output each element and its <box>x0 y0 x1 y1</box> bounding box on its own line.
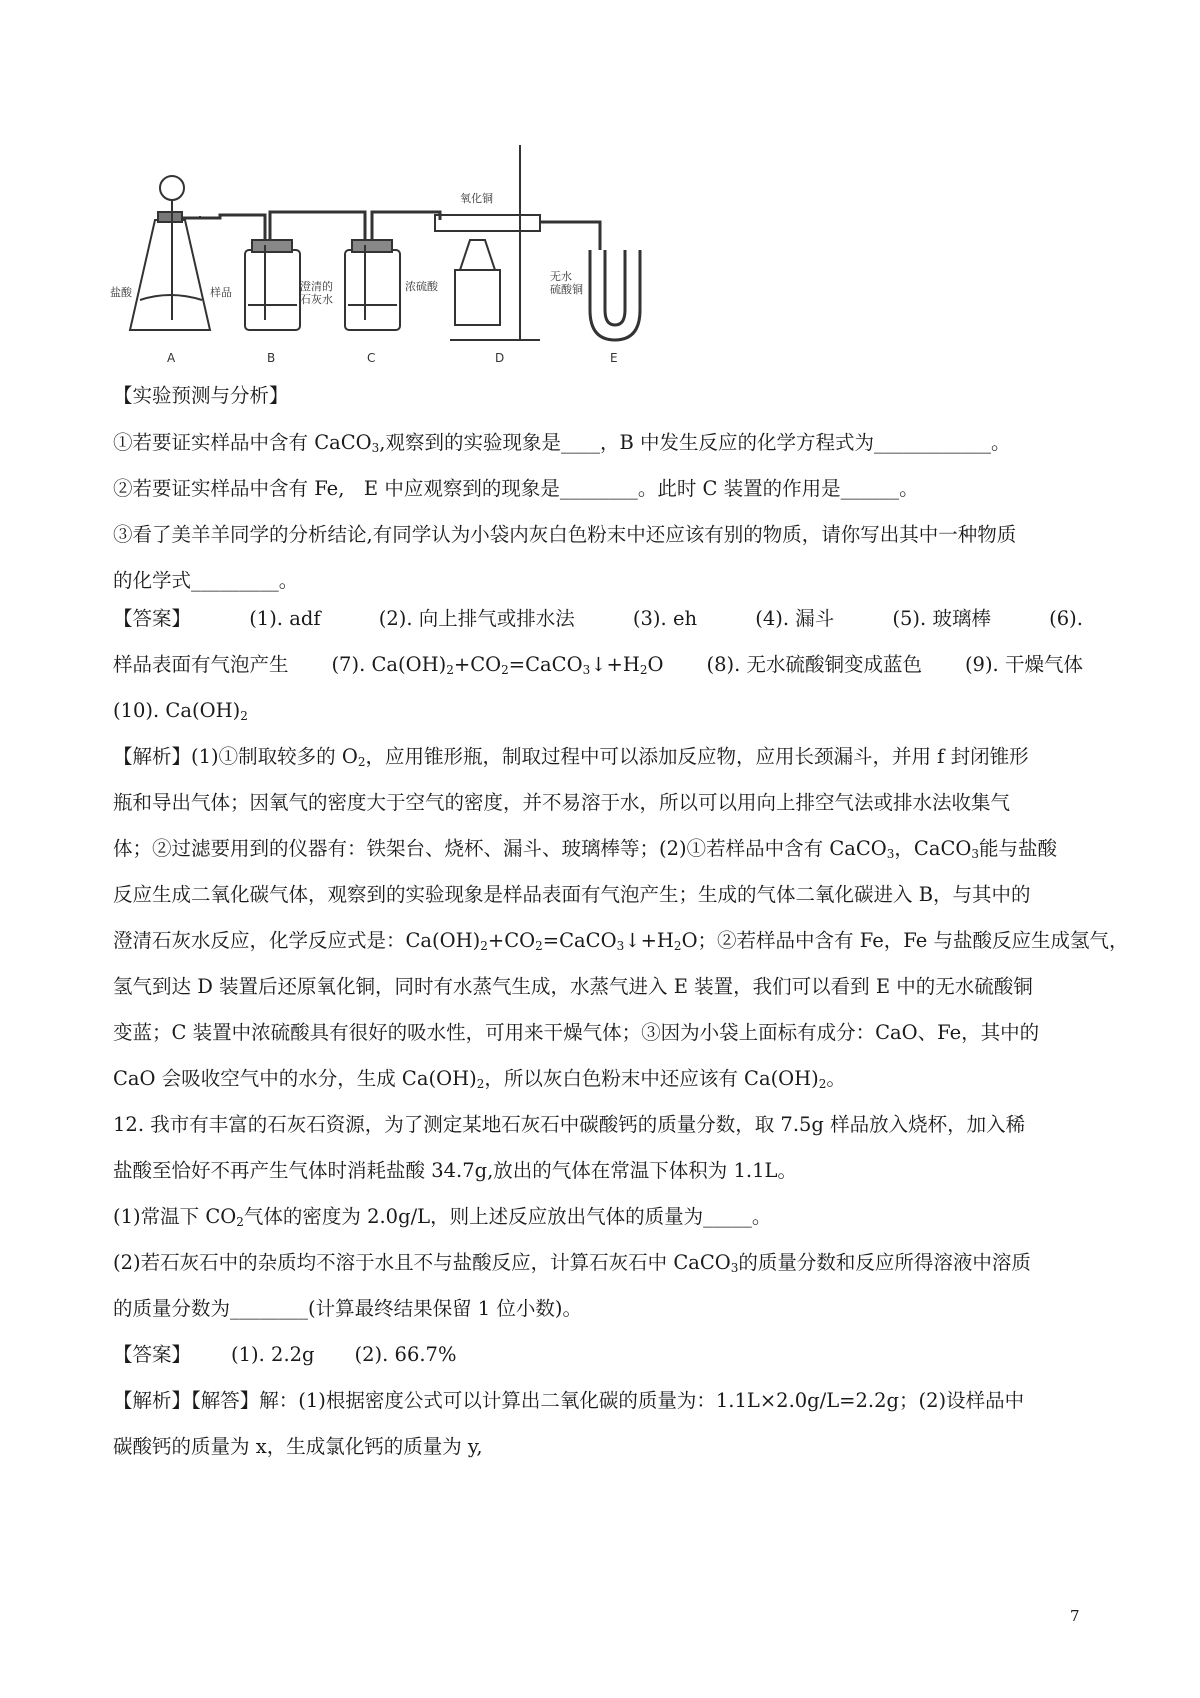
question-2: ②若要证实样品中含有 Fe, E 中应观察到的现象是________。此时 C 装置的作用是______。 <box>113 477 919 500</box>
problem-12-question-1: (1)常温下 $CO_2$气体的密度为 2.0g/L，则上述反应放出气体的质量为_____。 <box>113 1205 772 1229</box>
label-sample: 样品 <box>210 286 232 299</box>
question-3-line1: ③看了美羊羊同学的分析结论,有同学认为小袋内灰白色粉末中还应该有别的物质，请你写出其中一种物质 <box>113 523 1017 546</box>
analysis-line-1: 【解析】(1)①制取较多的 $O_2$，应用锥形瓶，制取过程中可以添加反应物，应用长颈漏斗，并用 f 封闭锥形 <box>113 745 1029 769</box>
answer-line-1 <box>113 606 1083 632</box>
answer-item: (5). 玻璃棒 <box>892 607 991 630</box>
page-number: 7 <box>1070 1607 1080 1625</box>
problem-12-line-2: 盐酸至恰好不再产生气体时消耗盐酸 34.7g,放出的气体在常温下体积为 1.1L。 <box>113 1159 797 1182</box>
problem-12-question-2: (2)若石灰石中的杂质均不溶于水且不与盐酸反应，计算石灰石中 CaCO$_3$的质量分数和反应所得溶液中溶质 <box>113 1251 1031 1275</box>
answer-item: (4). 漏斗 <box>755 607 835 630</box>
label-d: D <box>495 351 505 365</box>
analysis-line-7: 变蓝；C 装置中浓硫酸具有很好的吸水性，可用来干燥气体；③因为小袋上面标有成分：CaO、Fe，其中的 <box>113 1021 1040 1044</box>
answer-item: (2). 向上排气或排水法 <box>378 607 575 630</box>
answer-item: (1). adf <box>249 607 321 630</box>
label-limewater: 澄清的石灰水 <box>300 280 333 306</box>
experiment-apparatus-figure <box>110 140 670 390</box>
label-hcl: 盐酸 <box>110 286 132 299</box>
analysis-12-line-2: 碳酸钙的质量为 x，生成氯化钙的质量为 y, <box>113 1435 483 1458</box>
question-1: ①若要证实样品中含有 CaCO$_3$,观察到的实验现象是____，B 中发生反应的化学方程式为____________。 <box>113 431 1011 455</box>
label-e: E <box>610 351 618 365</box>
answer-item: (3). eh <box>632 607 698 630</box>
problem-12-question-2-line2: 的质量分数为________(计算最终结果保留 1 位小数)。 <box>113 1297 583 1320</box>
section-heading: 【实验预测与分析】 <box>113 384 289 407</box>
analysis-line-5: 澄清石灰水反应，化学反应式是：$Ca(OH)_2+CO_2=CaCO_3↓+H_2O$；②若样品中含有 Fe，Fe 与盐酸反应生成氢气， <box>113 929 1129 953</box>
problem-12-line-1: 12. 我市有丰富的石灰石资源，为了测定某地石灰石中碳酸钙的质量分数，取 7.5g 样品放入烧杯，加入稀 <box>113 1113 1026 1136</box>
label-b: B <box>267 351 276 365</box>
u-tube-e <box>590 250 640 340</box>
answer-12: 【答案】 (1). 2.2g (2). 66.7% <box>113 1343 457 1366</box>
analysis-line-6: 氢气到达 D 装置后还原氧化铜，同时有水蒸气生成，水蒸气进入 E 装置，我们可以看到 E 中的无水硫酸铜 <box>113 975 1033 998</box>
tube-d <box>435 145 540 340</box>
label-c: C <box>367 351 376 365</box>
bottle-c <box>345 240 400 330</box>
analysis-12-line-1: 【解析】【解答】解：(1)根据密度公式可以计算出二氧化碳的质量为：1.1L×2.0g/L=2.2g；(2)设样品中 <box>113 1389 1025 1412</box>
question-3-line2: 的化学式_________。 <box>113 569 299 592</box>
answer-item: (6). <box>1049 607 1083 630</box>
label-conc-h2so4: 浓硫酸 <box>405 280 438 293</box>
label-cuo: 氧化铜 <box>460 192 493 205</box>
answer-line-2: 样品表面有气泡产生 (7). $Ca(OH)_2+CO_2=CaCO_3↓+H_2O$ (8). 无水硫酸铜变成蓝色 (9). 干燥气体 <box>113 653 1083 677</box>
answer-line-3: (10). $Ca(OH)_2$ <box>113 699 248 723</box>
bottle-b <box>245 240 300 330</box>
analysis-line-2: 瓶和导出气体；因氧气的密度大于空气的密度，并不易溶于水，所以可以用向上排空气法或排水法收集气 <box>113 791 1011 814</box>
flask-a <box>130 176 210 330</box>
answer-label: 【答案】 <box>113 607 192 630</box>
label-anhydrous-cuso4: 无水硫酸铜 <box>550 270 583 296</box>
analysis-line-4: 反应生成二氧化碳气体，观察到的实验现象是样品表面有气泡产生；生成的气体二氧化碳进入 B，与其中的 <box>113 883 1031 906</box>
analysis-line-8: CaO 会吸收空气中的水分，生成 $Ca(OH)_2$，所以灰白色粉末中还应该有 $Ca(OH)_2$。 <box>113 1067 846 1091</box>
analysis-line-3: 体；②过滤要用到的仪器有：铁架台、烧杯、漏斗、玻璃棒等；(2)①若样品中含有 CaCO$_3$，CaCO$_3$能与盐酸 <box>113 837 1058 861</box>
label-a: A <box>167 351 176 365</box>
